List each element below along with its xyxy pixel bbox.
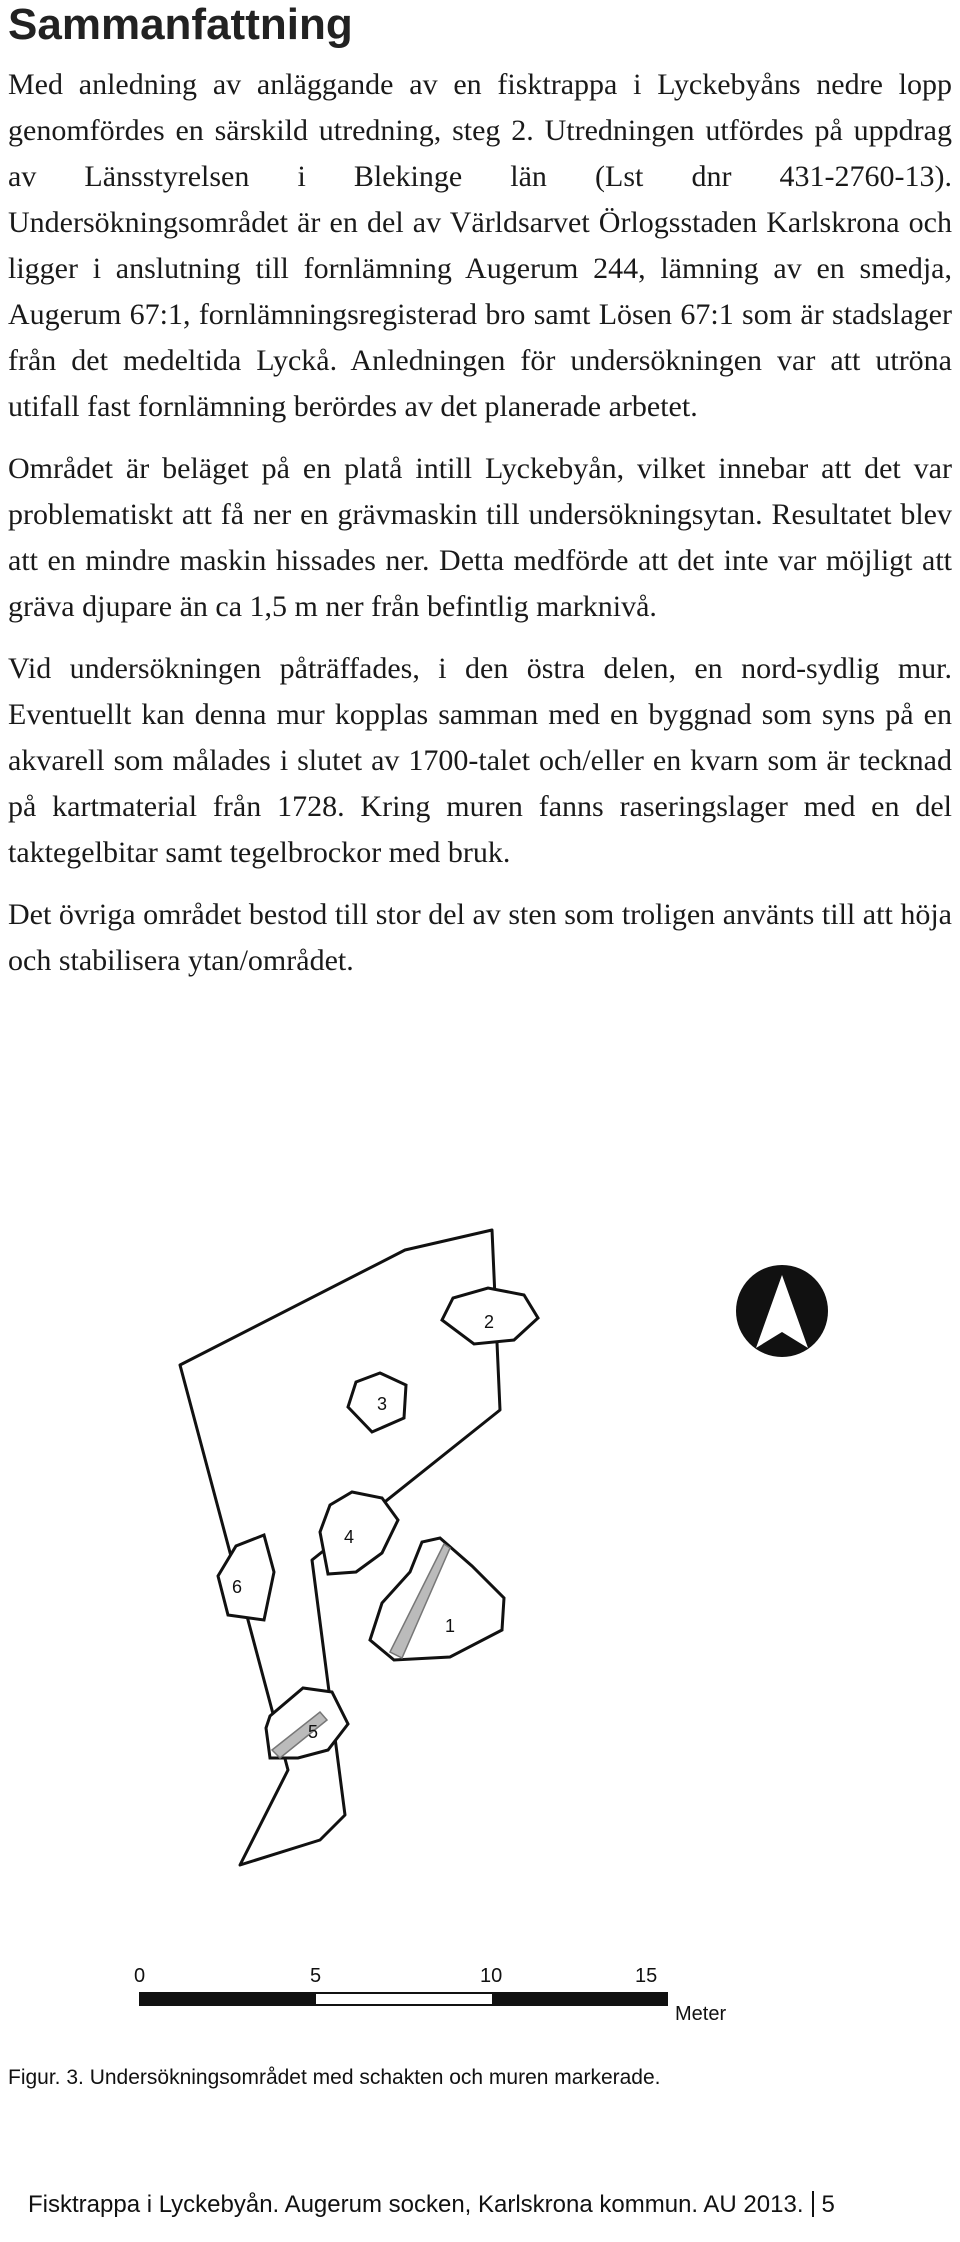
paragraph-3: Vid undersökningen påträffades, i den östra delen, en nord-sydlig mur. Eventuellt kan denna mur kopplas samman med en byggnad som syns på en akvarell som målades i slutet av 1700-talet och/eller en kvarn som är tecknad på kartmaterial från 1728. Kring muren fanns raseringslager med en del taktegelbitar samt tegelbrockor med bruk. (8, 652, 952, 869)
trench-label-1: 1 (445, 1616, 456, 1636)
page-number: 5 (821, 2191, 835, 2218)
scale-tick-0: 0 (134, 1965, 146, 1987)
trench-1 (370, 1538, 504, 1660)
page-heading: Sammanfattning (8, 0, 353, 49)
page-footer (28, 2190, 835, 2220)
paragraph-4: Det övriga området bestod till stor del av sten som troligen använts till att höja och stabilisera ytan/området. (8, 898, 952, 977)
scale-unit-label: Meter (675, 2003, 727, 2020)
trench-label-4: 4 (344, 1527, 355, 1547)
trench-4 (320, 1492, 398, 1574)
footer-text: Fisktrappa i Lyckebyån. Augerum socken, Karlskrona kommun. AU 2013. (28, 2191, 804, 2218)
scale-tick-15: 15 (635, 1965, 658, 1987)
trench-label-5: 5 (308, 1722, 319, 1742)
footer-separator (812, 2191, 814, 2217)
trench-label-6: 6 (232, 1577, 243, 1597)
site-plan-figure (120, 1220, 840, 2020)
figure-caption: Figur. 3. Undersökningsområdet med schakten och muren markerade. (8, 2066, 661, 2089)
trench-label-2: 2 (484, 1312, 495, 1332)
summary-body (8, 62, 952, 1000)
paragraph-1: Med anledning av anläggande av en fisktrappa i Lyckebyåns nedre lopp genomfördes en särskild utredning, steg 2. Utredningen utfördes på uppdrag av Länsstyrelsen i Blekinge län (Lst dnr 431-2760-13). Undersökningsområdet är en del av Världsarvet Örlogsstaden Karlskrona och ligger i anslutning till fornlämning Augerum 244, lämning av en smedja, Augerum 67:1, fornlämningsregisterad bro samt Lösen 67:1 som är stadslager från det medeltida Lyckå. Anledningen för undersökningen var att utröna utifall fast fornlämning berördes av det planerade arbetet. (8, 68, 952, 423)
scale-tick-5: 5 (310, 1965, 322, 1987)
north-arrow-icon (736, 1265, 828, 1357)
paragraph-2: Området är beläget på en platå intill Lyckebyån, vilket innebar att det var problematiskt att få ner en grävmaskin till undersökningsytan. Resultatet blev att en mindre maskin hissades ner. Detta medförde att det inte var möjligt att gräva djupare än ca 1,5 m ner från befintlig marknivå. (8, 452, 952, 623)
scale-tick-10: 10 (480, 1965, 503, 1987)
trench-6 (218, 1535, 274, 1620)
trench-label-3: 3 (377, 1394, 388, 1414)
scale-bar (134, 1965, 726, 2020)
